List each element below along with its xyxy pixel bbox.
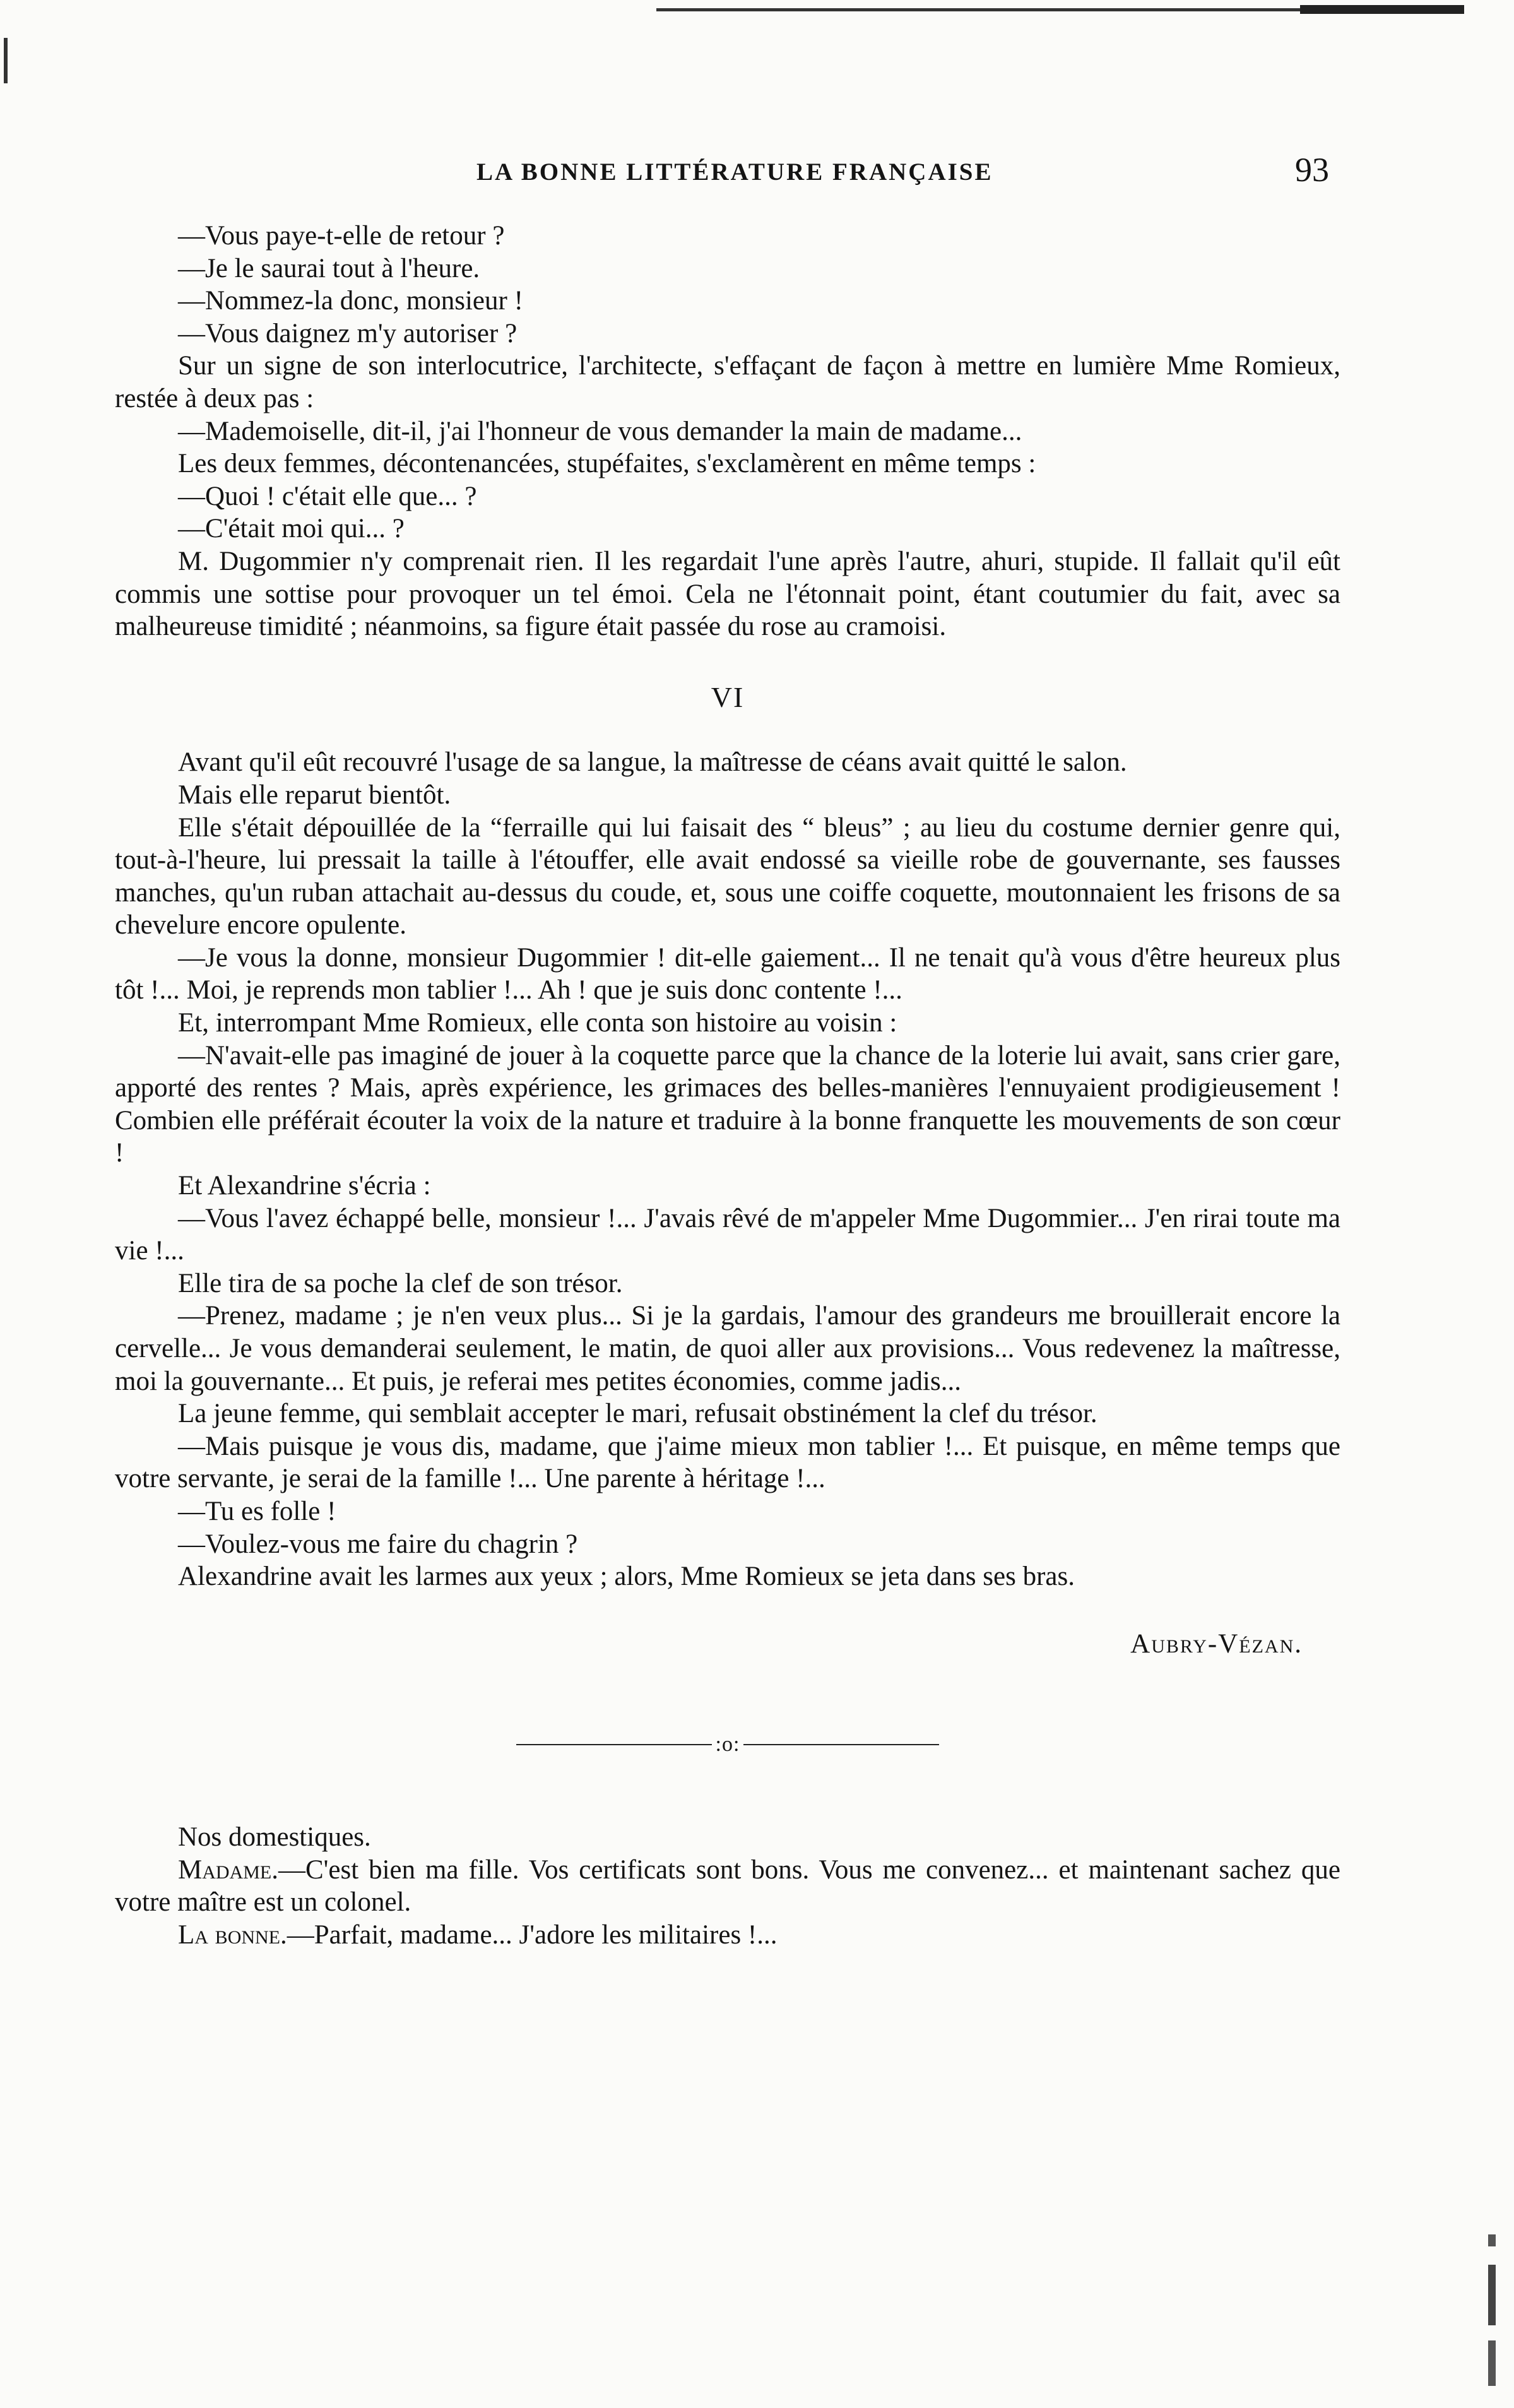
- paragraph: Et Alexandrine s'écria :: [178, 1171, 431, 1201]
- paragraph: Alexandrine avait les larmes aux yeux ; alors, Mme Romieux se jeta dans ses bras.: [178, 1562, 1075, 1592]
- margin-mark: [4, 38, 8, 83]
- paragraph: Sur un signe de son interlocutrice, l'architecte, s'effaçant de façon à mettre en lumière Mme Romieux, restée à deux pas :: [115, 351, 1340, 413]
- dialogue-line: —Voulez-vous me faire du chagrin ?: [178, 1529, 578, 1559]
- dialogue-line: —Je vous la donne, monsieur Dugommier ! dit-elle gaiement... Il ne tenait qu'à vous d'être heureux plus tôt !... Moi, je reprends mon tablier !... Ah ! que je suis donc contente !...: [115, 942, 1340, 1005]
- anecdote-line: [115, 1919, 1340, 1952]
- paragraph: Elle s'était dépouillée de la “ferraille qui lui faisait des “ bleus” ; au lieu du costume dernier genre qui, tout-à-l'heure, lui pressait la taille à l'étouffer, elle avait endossé sa vieille robe de gouvernante, ses fausses manches, qu'un ruban attachait au-dessus du coude, et, sous une coiffe coquette, moutonnaient les frisons de sa chevelure encore opulente.: [115, 812, 1340, 940]
- page-edge-mark: [1488, 2234, 1496, 2386]
- top-rule: [656, 5, 1464, 14]
- anecdote-line: [115, 1854, 1340, 1919]
- dialogue-line: —Prenez, madame ; je n'en veux plus... Si je la gardais, l'amour des grandeurs me brouillerait encore la cervelle... Je vous demanderai seulement, le matin, de quoi aller aux provisions... Vous redevenez la maîtresse, moi la gouvernante... Et puis, je referai mes petites économies, comme jadis...: [115, 1301, 1340, 1396]
- paragraph: Mais elle reparut bientôt.: [178, 780, 451, 810]
- dialogue-line: —N'avait-elle pas imaginé de jouer à la coquette parce que la chance de la loterie lui avait, sans crier gare, apporté des rentes ? Mais, après expérience, les grimaces des belles-manières l'ennuyaient prodigieusement ! Combien elle préférait écouter la voix de la nature et traduire à la bonne franquette les mouvements de son cœur !: [115, 1040, 1340, 1168]
- speaker-label: Madame.: [178, 1854, 278, 1885]
- speaker-text: —Parfait, madame... J'adore les militaires !...: [287, 1919, 778, 1950]
- separator-line-right: [743, 1744, 939, 1745]
- page-header: [0, 150, 1514, 201]
- dialogue-line: —Mais puisque je vous dis, madame, que j'aime mieux mon tablier !... Et puisque, en même temps que votre servante, je serai de la famille !... Une parente à héritage !...: [115, 1431, 1340, 1494]
- separator-mark: :o:: [715, 1733, 740, 1757]
- anecdote-title: Nos domestiques.: [178, 1822, 371, 1852]
- dialogue-line: —Nommez-la donc, monsieur !: [178, 286, 523, 316]
- paragraph: Elle tira de sa poche la clef de son trésor.: [178, 1268, 623, 1298]
- section-heading: VI: [711, 680, 745, 713]
- dialogue-line: —Vous daignez m'y autoriser ?: [178, 318, 517, 348]
- speaker-label: La bonne.: [178, 1919, 287, 1950]
- speaker-text: —C'est bien ma fille. Vos certificats sont bons. Vous me convenez... et maintenant sachez que votre maître est un colonel.: [115, 1854, 1340, 1918]
- paragraph: Avant qu'il eût recouvré l'usage de sa langue, la maîtresse de céans avait quitté le salon.: [178, 747, 1127, 778]
- page-number: 93: [1295, 151, 1329, 189]
- running-title: LA BONNE LITTÉRATURE FRANÇAISE: [476, 158, 993, 186]
- paragraph: Les deux femmes, décontenancées, stupéfaites, s'exclamèrent en même temps :: [178, 449, 1036, 479]
- separator: [115, 1726, 1340, 1761]
- paragraph: La jeune femme, qui semblait accepter le mari, refusait obstinément la clef du trésor.: [178, 1399, 1097, 1429]
- author-signature: Aubry-Vézan.: [1130, 1628, 1303, 1659]
- dialogue-line: —Quoi ! c'était elle que... ?: [178, 481, 477, 511]
- page-body: [115, 220, 1340, 1951]
- dialogue-line: —Vous paye-t-elle de retour ?: [178, 221, 505, 251]
- paragraph: M. Dugommier n'y comprenait rien. Il les regardait l'une après l'autre, ahuri, stupide. Il fallait qu'il eût commis une sottise pour provoquer un tel émoi. Cela ne l'étonnait point, étant coutumier du fait, avec sa malheureuse timidité ; néanmoins, sa figure était passée du rose au cramoisi.: [115, 546, 1340, 642]
- separator-line-left: [516, 1744, 712, 1745]
- dialogue-line: —Tu es folle !: [178, 1496, 336, 1526]
- paragraph: Et, interrompant Mme Romieux, elle conta son histoire au voisin :: [178, 1008, 897, 1038]
- dialogue-line: —Je le saurai tout à l'heure.: [178, 253, 480, 283]
- dialogue-line: —Vous l'avez échappé belle, monsieur !... J'avais rêvé de m'appeler Mme Dugommier... J'en rirai toute ma vie !...: [115, 1203, 1340, 1266]
- dialogue-line: —Mademoiselle, dit-il, j'ai l'honneur de vous demander la main de madame...: [178, 416, 1022, 446]
- dialogue-line: —C'était moi qui... ?: [178, 514, 405, 544]
